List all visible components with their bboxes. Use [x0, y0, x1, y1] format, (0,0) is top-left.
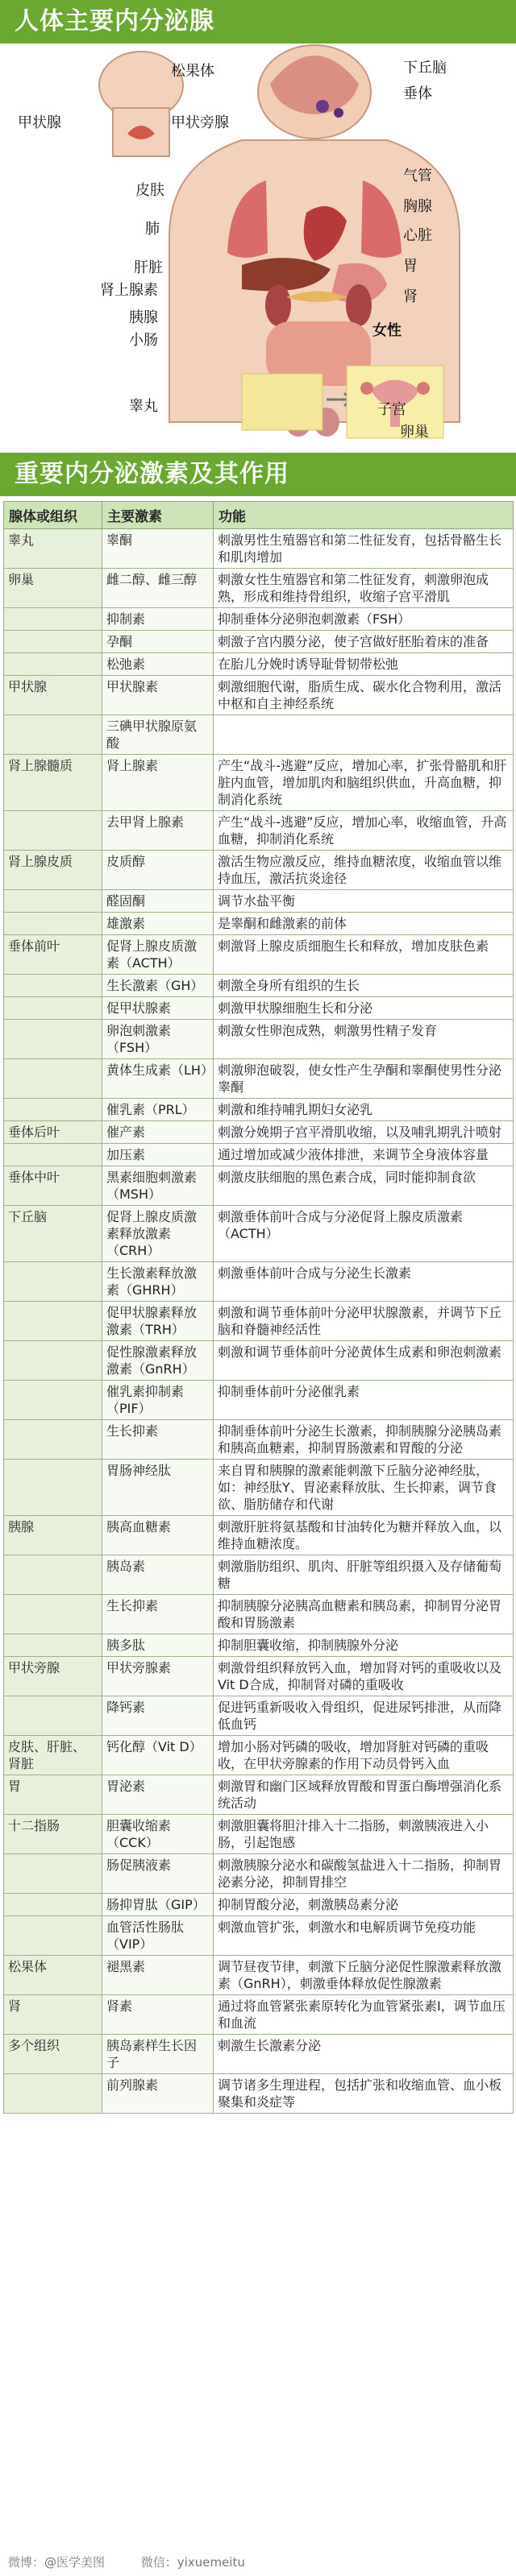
- organ-cell: [4, 1460, 102, 1516]
- organ-cell: [4, 1099, 102, 1121]
- function-cell: 刺激脂肪组织、肌肉、肝脏等组织摄入及存储葡萄糖: [214, 1555, 514, 1595]
- organ-cell: 胃: [4, 1775, 102, 1815]
- function-cell: 刺激肾上腺皮质细胞生长和释放，增加皮肤色素: [214, 935, 514, 975]
- hormone-cell: 皮质醇: [102, 851, 214, 890]
- hormone-cell: 生长激素（GH）: [102, 975, 214, 997]
- organ-cell: 十二指肠: [4, 1815, 102, 1854]
- hormone-cell: 促甲状腺素释放激素（TRH）: [102, 1302, 214, 1341]
- table-row: [4, 608, 514, 631]
- function-cell: 调节昼夜节律，刺激下丘脑分泌促性腺激素释放激素（GnRH），刺激垂体释放促性腺激素: [214, 1956, 514, 1995]
- footer: [0, 2549, 516, 2576]
- function-cell: 通过将血管紧张素原转化为血管紧张素Ⅰ，调节血压和血流: [214, 1995, 514, 2035]
- label-ovary: 卵巢: [400, 424, 429, 441]
- hormone-cell: 加压素: [102, 1144, 214, 1166]
- organ-cell: [4, 997, 102, 1020]
- table-row: [4, 1854, 514, 1894]
- function-cell: 刺激生长激素分泌: [214, 2035, 514, 2074]
- function-cell: 刺激垂体前叶合成与分泌促肾上腺皮质激素（ACTH）: [214, 1206, 514, 1262]
- label-thymus: 胸腺: [403, 198, 432, 215]
- label-pituitary: 垂体: [403, 85, 432, 102]
- label-skin: 皮肤: [135, 182, 164, 199]
- function-cell: 刺激女性卵泡成熟，刺激男性精子发育: [214, 1020, 514, 1059]
- organ-cell: [4, 1420, 102, 1460]
- table-row: [4, 913, 514, 935]
- table-row: [4, 1894, 514, 1916]
- label-hypothalamus: 下丘脑: [403, 60, 447, 77]
- organ-cell: 垂体前叶: [4, 935, 102, 975]
- table-row: [4, 1736, 514, 1775]
- label-intestine: 小肠: [129, 332, 158, 349]
- organ-cell: 肾上腺髓质: [4, 755, 102, 811]
- function-cell: 抑制垂体前叶分泌生长激素，抑制胰腺分泌胰岛素和胰高血糖素，抑制胃肠激素和胃酸的分泌: [214, 1420, 514, 1460]
- label-liver: 肝脏: [134, 259, 163, 276]
- hormone-cell: 促肾上腺皮质激素释放激素（CRH）: [102, 1206, 214, 1262]
- hormone-cell: 降钙素: [102, 1696, 214, 1736]
- hormone-cell: 褪黑素: [102, 1956, 214, 1995]
- label-thyroid: 甲状腺: [18, 114, 61, 131]
- hormone-cell: 胃肠神经肽: [102, 1460, 214, 1516]
- table-row: [4, 1302, 514, 1341]
- table-row: [4, 1262, 514, 1302]
- table-row: [4, 653, 514, 676]
- function-cell: 刺激皮肤细胞的黑色素合成，同时能抑制食欲: [214, 1166, 514, 1206]
- organ-cell: [4, 1854, 102, 1894]
- organ-cell: 卵巢: [4, 569, 102, 608]
- hormone-table: [3, 501, 514, 2114]
- table-row: [4, 1657, 514, 1696]
- function-cell: 刺激分娩期子宫平滑肌收缩，以及哺乳期乳汁喷射: [214, 1121, 514, 1144]
- table-row: [4, 975, 514, 997]
- hormone-cell: 促肾上腺皮质激素（ACTH）: [102, 935, 214, 975]
- hormone-cell: 生长激素释放激素（GHRH）: [102, 1262, 214, 1302]
- hormone-cell: 雌二醇、雌三醇: [102, 569, 214, 608]
- organ-cell: [4, 1634, 102, 1657]
- table-row: [4, 1144, 514, 1166]
- section-title: 重要内分泌激素及其作用: [0, 453, 516, 496]
- label-pancreas: 胰腺: [129, 309, 158, 326]
- organ-cell: [4, 1144, 102, 1166]
- table-row: [4, 1341, 514, 1381]
- header-function: 功能: [214, 502, 514, 529]
- table-row: [4, 755, 514, 811]
- table-row: [4, 1634, 514, 1657]
- organ-cell: [4, 1595, 102, 1634]
- function-cell: 通过增加或减少液体排泄，来调节全身液体容量: [214, 1144, 514, 1166]
- table-row: [4, 811, 514, 851]
- function-cell: 激活生物应激反应，维持血糖浓度，收缩血管以维持血压，激活抗炎途径: [214, 851, 514, 890]
- function-cell: 刺激和调节垂体前叶分泌甲状腺激素，并调节下丘脑和脊髓神经活性: [214, 1302, 514, 1341]
- hormone-cell: 胰多肽: [102, 1634, 214, 1657]
- hormone-cell: 抑制素: [102, 608, 214, 631]
- table-row: [4, 851, 514, 890]
- label-heart: 心脏: [403, 227, 432, 244]
- hormone-cell: 催乳素（PRL）: [102, 1099, 214, 1121]
- hormone-cell: 钙化醇（Vit D）: [102, 1736, 214, 1775]
- table-row: [4, 1166, 514, 1206]
- body-illustration: [0, 43, 516, 446]
- function-cell: 抑制胆囊收缩，抑制胰腺外分泌: [214, 1634, 514, 1657]
- function-cell: 抑制胃酸分泌，刺激胰岛素分泌: [214, 1894, 514, 1916]
- label-adrenal: 肾上腺素: [100, 282, 158, 299]
- organ-cell: [4, 1262, 102, 1302]
- organ-cell: [4, 1020, 102, 1059]
- hormone-cell: 黄体生成素（LH）: [102, 1059, 214, 1099]
- function-cell: 在胎儿分娩时诱导耻骨韧带松弛: [214, 653, 514, 676]
- page-title: 人体主要内分泌腺: [0, 0, 516, 43]
- organ-cell: [4, 608, 102, 631]
- hormone-cell: 雄激素: [102, 913, 214, 935]
- organ-cell: [4, 1341, 102, 1381]
- hormone-cell: 生长抑素: [102, 1420, 214, 1460]
- organ-cell: [4, 2074, 102, 2114]
- function-cell: 增加小肠对钙磷的吸收，增加肾脏对钙磷的重吸收，在甲状旁腺素的作用下动员骨钙入血: [214, 1736, 514, 1775]
- table-row: [4, 935, 514, 975]
- function-cell: 刺激肝脏将氨基酸和甘油转化为糖并释放入血，以维持血糖浓度。: [214, 1516, 514, 1555]
- organ-cell: 下丘脑: [4, 1206, 102, 1262]
- function-cell: 刺激子宫内膜分泌，使子宫做好胚胎着床的准备: [214, 631, 514, 653]
- organ-cell: [4, 913, 102, 935]
- organ-cell: 皮肤、肝脏、肾脏: [4, 1736, 102, 1775]
- organ-cell: [4, 653, 102, 676]
- label-stomach: 胃: [403, 258, 418, 275]
- label-kidney: 肾: [403, 288, 418, 305]
- function-cell: 刺激血管扩张，刺激水和电解质调节免疫功能: [214, 1916, 514, 1956]
- hormone-cell: 甲状腺素: [102, 676, 214, 715]
- function-cell: 刺激甲状腺细胞生长和分泌: [214, 997, 514, 1020]
- organ-cell: [4, 1059, 102, 1099]
- function-cell: 抑制胰腺分泌胰高血糖素和胰岛素，抑制胃分泌胃酸和胃肠激素: [214, 1595, 514, 1634]
- hormone-cell: 甲状旁腺素: [102, 1657, 214, 1696]
- organ-cell: [4, 1555, 102, 1595]
- table-row: [4, 890, 514, 913]
- hormone-cell: 血管活性肠肽（VIP）: [102, 1916, 214, 1956]
- organ-cell: [4, 1696, 102, 1736]
- table-row: [4, 1595, 514, 1634]
- organ-cell: 多个组织: [4, 2035, 102, 2074]
- hormone-cell: 肠促胰液素: [102, 1854, 214, 1894]
- function-cell: 刺激女性生殖器官和第二性征发育，刺激卵泡成熟，形成和维持骨组织，收缩子宫平滑肌: [214, 569, 514, 608]
- organ-cell: [4, 1916, 102, 1956]
- hormone-cell: 松弛素: [102, 653, 214, 676]
- hormone-cell: 肾上腺素: [102, 755, 214, 811]
- footer-wechat: 微信：yixuemeitu: [140, 2555, 245, 2570]
- table-row: [4, 1916, 514, 1956]
- organ-cell: [4, 1302, 102, 1341]
- header-organ: 腺体或组织: [4, 502, 102, 529]
- organ-cell: 甲状腺: [4, 676, 102, 715]
- function-cell: 调节诸多生理进程，包括扩张和收缩血管、血小板聚集和炎症等: [214, 2074, 514, 2114]
- hormone-cell: 肾素: [102, 1995, 214, 2035]
- function-cell: [214, 715, 514, 755]
- footer-weibo: 微博：@医学美图: [8, 2555, 106, 2570]
- organ-cell: [4, 975, 102, 997]
- function-cell: 刺激男性生殖器官和第二性征发育，包括骨骼生长和肌肉增加: [214, 529, 514, 569]
- organ-cell: 胰腺: [4, 1516, 102, 1555]
- table-row: [4, 1020, 514, 1059]
- hormone-cell: 三碘甲状腺原氨酸: [102, 715, 214, 755]
- function-cell: 刺激细胞代谢，脂质生成、碳水化合物利用，激活中枢和自主神经系统: [214, 676, 514, 715]
- table-row: [4, 1516, 514, 1555]
- function-cell: 产生“战斗-逃避”反应，增加心率，扩张骨骼肌和肝脏内血管，增加肌肉和脑组织供血，升高血糖，抑制消化系统: [214, 755, 514, 811]
- organ-cell: [4, 715, 102, 755]
- table-row: [4, 1815, 514, 1854]
- hormone-cell: 肠抑胃肽（GIP）: [102, 1894, 214, 1916]
- label-uterus: 子宫: [377, 401, 406, 418]
- organ-cell: 肾上腺皮质: [4, 851, 102, 890]
- function-cell: 刺激卵泡破裂，使女性产生孕酮和睾酮使男性分泌睾酮: [214, 1059, 514, 1099]
- hormone-cell: 孕酮: [102, 631, 214, 653]
- hormone-cell: 前列腺素: [102, 2074, 214, 2114]
- hormone-cell: 胆囊收缩素（CCK）: [102, 1815, 214, 1854]
- function-cell: 刺激胃和幽门区域释放胃酸和胃蛋白酶增强消化系统活动: [214, 1775, 514, 1815]
- organ-cell: 睾丸: [4, 529, 102, 569]
- function-cell: 刺激和调节垂体前叶分泌黄体生成素和卵泡刺激素: [214, 1341, 514, 1381]
- hormone-cell: 醛固酮: [102, 890, 214, 913]
- table-row: [4, 1420, 514, 1460]
- table-row: [4, 1775, 514, 1815]
- table-row: [4, 1206, 514, 1262]
- organ-cell: 松果体: [4, 1956, 102, 1995]
- table-row: [4, 631, 514, 653]
- table-row: [4, 2035, 514, 2074]
- table-row: [4, 1956, 514, 1995]
- label-female: 女性: [372, 322, 402, 339]
- function-cell: 是睾酮和雌激素的前体: [214, 913, 514, 935]
- label-parathyroid: 甲状旁腺: [171, 114, 229, 131]
- hormone-cell: 生长抑素: [102, 1595, 214, 1634]
- hormone-cell: 睾酮: [102, 529, 214, 569]
- organ-cell: [4, 1381, 102, 1420]
- organ-cell: 垂体后叶: [4, 1121, 102, 1144]
- table-row: [4, 997, 514, 1020]
- function-cell: 抑制垂体分泌卵泡刺激素（FSH）: [214, 608, 514, 631]
- table-row: [4, 1059, 514, 1099]
- anatomy-illustration: [0, 43, 516, 446]
- organ-cell: [4, 631, 102, 653]
- table-row: [4, 715, 514, 755]
- table-header-row: [4, 502, 514, 529]
- function-cell: 刺激胆囊将胆汁排入十二指肠，刺激胰液进入小肠，引起饱感: [214, 1815, 514, 1854]
- label-trachea: 气管: [403, 168, 432, 184]
- hormone-cell: 促甲状腺素: [102, 997, 214, 1020]
- table-row: [4, 1460, 514, 1516]
- function-cell: 刺激全身所有组织的生长: [214, 975, 514, 997]
- table-row: [4, 676, 514, 715]
- table-body: [4, 529, 514, 2114]
- hormone-cell: 胰高血糖素: [102, 1516, 214, 1555]
- function-cell: 刺激和维持哺乳期妇女泌乳: [214, 1099, 514, 1121]
- hormone-cell: 胰岛素: [102, 1555, 214, 1595]
- organ-cell: [4, 811, 102, 851]
- function-cell: 抑制垂体前叶分泌催乳素: [214, 1381, 514, 1420]
- function-cell: 产生“战斗-逃避”反应，增加心率，收缩血管，升高血糖，抑制消化系统: [214, 811, 514, 851]
- hormone-cell: 促性腺激素释放激素（GnRH）: [102, 1341, 214, 1381]
- table-row: [4, 1555, 514, 1595]
- table-row: [4, 1995, 514, 2035]
- hormone-cell: 催产素: [102, 1121, 214, 1144]
- table-row: [4, 1381, 514, 1420]
- table-row: [4, 1696, 514, 1736]
- function-cell: 刺激垂体前叶合成与分泌生长激素: [214, 1262, 514, 1302]
- function-cell: 刺激胰腺分泌水和碳酸氢盐进入十二指肠，抑制胃泌素分泌，抑制胃排空: [214, 1854, 514, 1894]
- label-testis: 睾丸: [129, 398, 158, 415]
- function-cell: 调节水盐平衡: [214, 890, 514, 913]
- table-row: [4, 529, 514, 569]
- hormone-cell: 胃泌素: [102, 1775, 214, 1815]
- function-cell: 促进钙重新吸收入骨组织，促进尿钙排泄，从而降低血钙: [214, 1696, 514, 1736]
- table-row: [4, 2074, 514, 2114]
- hormone-cell: 催乳素抑制素（PIF）: [102, 1381, 214, 1420]
- organ-cell: [4, 890, 102, 913]
- label-pineal: 松果体: [171, 63, 214, 80]
- hormone-cell: 黑素细胞刺激素（MSH）: [102, 1166, 214, 1206]
- table-row: [4, 1121, 514, 1144]
- table-row: [4, 1099, 514, 1121]
- header-hormone: 主要激素: [102, 502, 214, 529]
- function-cell: 来自胃和胰腺的激素能刺激下丘脑分泌神经肽，如：神经肽Y、胃泌素释放肽、生长抑素，调节食欲、脂肪储存和代谢: [214, 1460, 514, 1516]
- organ-cell: [4, 1894, 102, 1916]
- hormone-cell: 卵泡刺激素（FSH）: [102, 1020, 214, 1059]
- organ-cell: 肾: [4, 1995, 102, 2035]
- hormone-cell: 去甲肾上腺素: [102, 811, 214, 851]
- table-row: [4, 569, 514, 608]
- hormone-cell: 胰岛素样生长因子: [102, 2035, 214, 2074]
- label-lung: 肺: [145, 221, 160, 238]
- function-cell: 刺激骨组织释放钙入血，增加肾对钙的重吸收以及Vit D合成，抑制肾对磷的重吸收: [214, 1657, 514, 1696]
- organ-cell: 垂体中叶: [4, 1166, 102, 1206]
- organ-cell: 甲状旁腺: [4, 1657, 102, 1696]
